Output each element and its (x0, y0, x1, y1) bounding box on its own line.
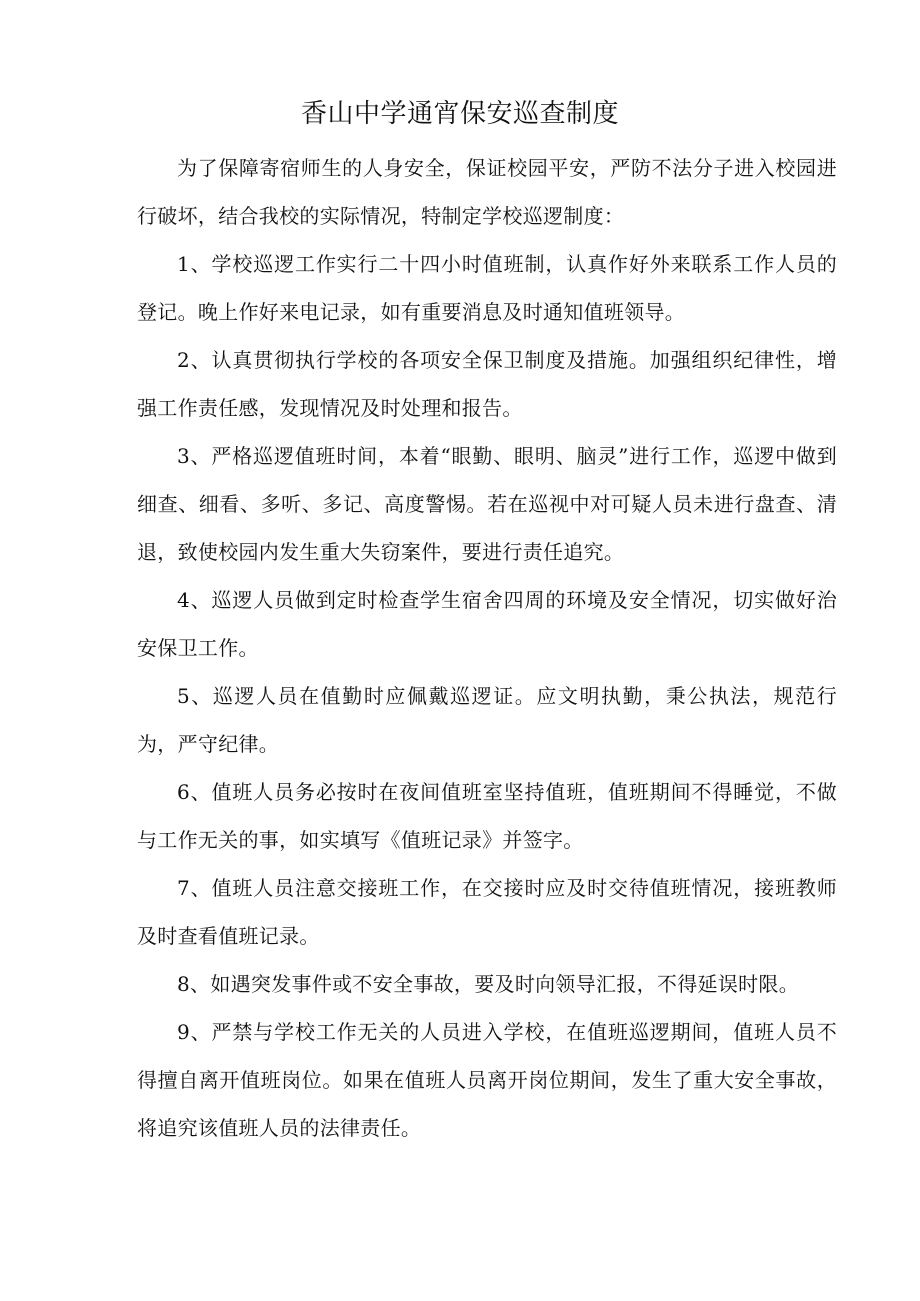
rule-item-3: 3、严格巡逻值班时间，本着“眼勤、眼明、脑灵”进行工作，巡逻中做到细查、细看、多听、多记、高度警惕。若在巡视中对可疑人员未进行盘查、清退，致使校园内发生重大失窃案件，要进行责任追究。 (137, 444, 837, 564)
rule-item-4: 4、巡逻人员做到定时检查学生宿舍四周的环境及安全情况，切实做好治安保卫工作。 (137, 588, 837, 660)
rule-item-2: 2、认真贯彻执行学校的各项安全保卫制度及措施。加强组织纪律性，增强工作责任感，发现情况及时处理和报告。 (137, 348, 837, 420)
rule-item-1: 1、学校巡逻工作实行二十四小时值班制，认真作好外来联系工作人员的登记。晚上作好来电记录，如有重要消息及时通知值班领导。 (137, 252, 837, 324)
rule-item-6: 6、值班人员务必按时在夜间值班室坚持值班，值班期间不得睡觉，不做与工作无关的事，如实填写《值班记录》并签字。 (137, 780, 837, 852)
document-body (137, 144, 837, 1152)
rule-item-5: 5、巡逻人员在值勤时应佩戴巡逻证。应文明执勤，秉公执法，规范行为，严守纪律。 (137, 684, 837, 756)
rule-item-7: 7、值班人员注意交接班工作，在交接时应及时交待值班情况，接班教师及时查看值班记录。 (137, 876, 837, 948)
intro-paragraph: 为了保障寄宿师生的人身安全，保证校园平安，严防不法分子进入校园进行破坏，结合我校的实际情况，特制定学校巡逻制度： (137, 156, 837, 228)
rule-item-9: 9、严禁与学校工作无关的人员进入学校，在值班巡逻期间，值班人员不得擅自离开值班岗位。如果在值班人员离开岗位期间，发生了重大安全事故，将追究该值班人员的法律责任。 (137, 1020, 837, 1140)
rule-item-8: 8、如遇突发事件或不安全事故，要及时向领导汇报，不得延误时限。 (177, 972, 800, 996)
document-title: 香山中学通宵保安巡查制度 (300, 99, 619, 129)
